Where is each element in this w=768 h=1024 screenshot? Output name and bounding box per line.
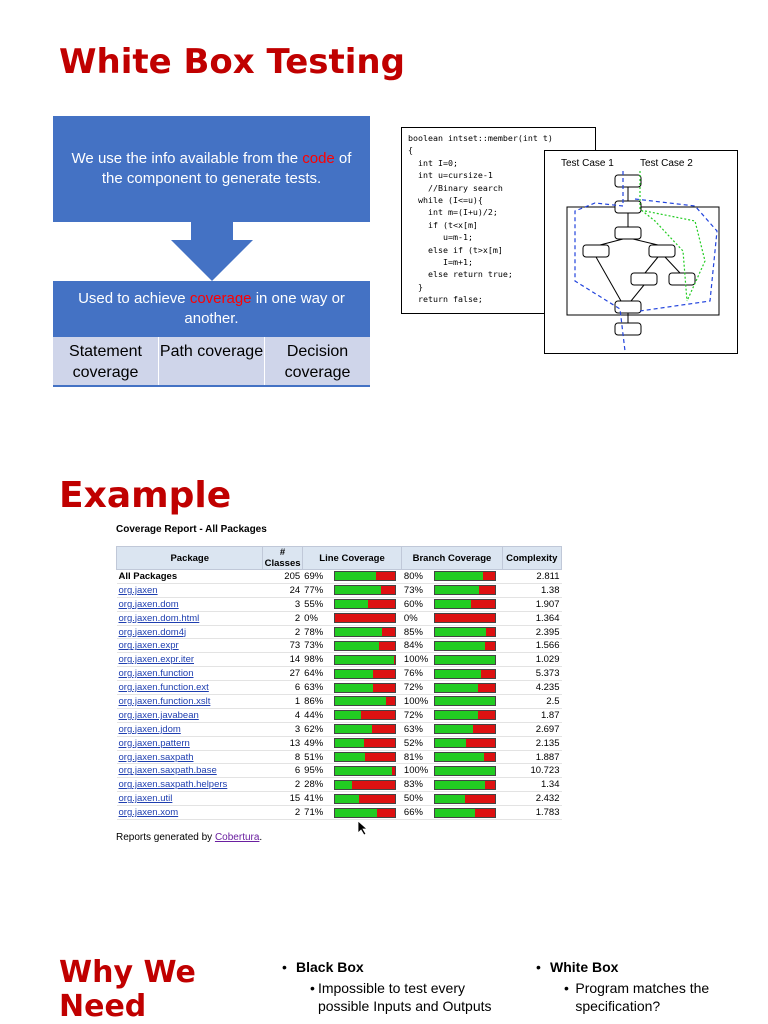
coverage-report [116, 524, 566, 843]
line-coverage-bar [332, 583, 402, 597]
class-count: 2 [263, 611, 302, 625]
line-coverage-percent: 69% [302, 570, 332, 584]
package-name[interactable]: org.jaxen.expr [117, 639, 263, 653]
branch-coverage-percent: 80% [402, 570, 432, 584]
branch-coverage-percent: 60% [402, 597, 432, 611]
line-coverage-bar [332, 792, 402, 806]
branch-coverage-bar [432, 653, 502, 667]
class-count: 73 [263, 639, 302, 653]
complexity-value: 2.811 [502, 570, 561, 584]
line-coverage-percent: 78% [302, 625, 332, 639]
table-row [117, 778, 562, 792]
test-case-1-label: Test Case 1 [561, 158, 614, 169]
table-row [117, 667, 562, 681]
header-line-coverage[interactable]: Line Coverage [302, 547, 402, 570]
line-coverage-bar [332, 695, 402, 709]
black-box-title: Black Box [296, 959, 364, 975]
package-name[interactable]: org.jaxen.saxpath [117, 750, 263, 764]
line-coverage-bar [332, 667, 402, 681]
complexity-value: 1.364 [502, 611, 561, 625]
class-count: 13 [263, 736, 302, 750]
header-classes[interactable]: # Classes [264, 547, 301, 569]
line-coverage-bar [332, 736, 402, 750]
line-coverage-bar [332, 611, 402, 625]
line-coverage-percent: 51% [302, 750, 332, 764]
complexity-value: 2.697 [502, 722, 561, 736]
complexity-value: 1.783 [502, 806, 561, 820]
mouse-cursor-icon [357, 820, 369, 836]
complexity-value: 2.5 [502, 695, 561, 709]
table-row [117, 792, 562, 806]
line-coverage-percent: 73% [302, 639, 332, 653]
line-coverage-bar [332, 806, 402, 820]
complexity-value: 1.38 [502, 583, 561, 597]
flowchart-panel [544, 150, 738, 354]
branch-coverage-bar [432, 778, 502, 792]
branch-coverage-bar [432, 570, 502, 584]
class-count: 27 [263, 667, 302, 681]
table-row [117, 625, 562, 639]
coverage-decision: Decision coverage [284, 343, 351, 381]
line-coverage-bar [332, 639, 402, 653]
complexity-value: 2.395 [502, 625, 561, 639]
branch-coverage-percent: 72% [402, 681, 432, 695]
class-count: 6 [263, 764, 302, 778]
coverage-types-row [53, 337, 370, 387]
package-name[interactable]: org.jaxen.jdom [117, 722, 263, 736]
branch-coverage-bar [432, 639, 502, 653]
class-count: 2 [263, 778, 302, 792]
class-count: 14 [263, 653, 302, 667]
complexity-value: 1.566 [502, 639, 561, 653]
complexity-value: 1.87 [502, 708, 561, 722]
header-branch-coverage[interactable]: Branch Coverage [402, 547, 502, 570]
table-row [117, 764, 562, 778]
table-row [117, 722, 562, 736]
complexity-value: 10.723 [502, 764, 561, 778]
table-row [117, 750, 562, 764]
table-row [117, 570, 562, 584]
branch-coverage-bar [432, 681, 502, 695]
branch-coverage-bar [432, 597, 502, 611]
line-coverage-bar [332, 750, 402, 764]
complexity-value: 1.029 [502, 653, 561, 667]
branch-coverage-percent: 100% [402, 764, 432, 778]
table-row [117, 583, 562, 597]
branch-coverage-bar [432, 736, 502, 750]
line-coverage-percent: 63% [302, 681, 332, 695]
class-count: 15 [263, 792, 302, 806]
white-box-item: Program matches the specification? [575, 980, 710, 1014]
class-count: 3 [263, 597, 302, 611]
package-name: All Packages [117, 570, 263, 584]
table-row [117, 736, 562, 750]
line-coverage-bar [332, 722, 402, 736]
header-complexity[interactable]: Complexity [502, 547, 561, 570]
class-count: 2 [263, 625, 302, 639]
white-box-title: White Box [550, 959, 619, 975]
line-coverage-bar [332, 681, 402, 695]
branch-coverage-percent: 84% [402, 639, 432, 653]
coverage-table [116, 546, 562, 820]
report-title: Coverage Report - All Packages [116, 524, 267, 535]
package-name[interactable]: org.jaxen.dom4j [117, 625, 263, 639]
slide-title-why-we-need: Why We Need [59, 955, 196, 1024]
table-row [117, 708, 562, 722]
table-row [117, 597, 562, 611]
slide-title-example: Example [59, 475, 232, 516]
table-row [117, 806, 562, 820]
branch-coverage-percent: 50% [402, 792, 432, 806]
branch-coverage-percent: 52% [402, 736, 432, 750]
line-coverage-bar [332, 764, 402, 778]
table-row [117, 681, 562, 695]
line-coverage-percent: 44% [302, 708, 332, 722]
code-snippet: boolean intset::member(int t) { int I=0; int u=cursize-1 //Binary search while (I<=u){ int m=(I+u)/2; if (t<x[m] u=m-1; else if (t>x[m] I=m+1; else return true; } return false; [408, 133, 553, 305]
line-coverage-bar [332, 597, 402, 611]
line-coverage-bar [332, 778, 402, 792]
line-coverage-bar [332, 570, 402, 584]
line-coverage-percent: 77% [302, 583, 332, 597]
slide-title-white-box: White Box Testing [59, 42, 405, 82]
coverage-path: Path coverage [159, 337, 265, 385]
branch-coverage-percent: 100% [402, 653, 432, 667]
class-count: 3 [263, 722, 302, 736]
line-coverage-bar [332, 708, 402, 722]
branch-coverage-bar [432, 750, 502, 764]
class-count: 1 [263, 695, 302, 709]
branch-coverage-percent: 63% [402, 722, 432, 736]
coverage-statement: Statement coverage [53, 337, 159, 385]
line-coverage-percent: 49% [302, 736, 332, 750]
package-name[interactable]: org.jaxen.javabean [117, 708, 263, 722]
highlight-coverage: coverage [189, 290, 252, 307]
info-box-code: We use the info available from the code of the component to generate tests. [53, 116, 370, 222]
table-row [117, 611, 562, 625]
report-footer: Reports generated by Cobertura. [116, 832, 263, 844]
class-count: 2 [263, 806, 302, 820]
package-name[interactable]: org.jaxen.dom.html [117, 611, 263, 625]
test-case-2-label: Test Case 2 [640, 158, 693, 169]
branch-coverage-bar [432, 611, 502, 625]
complexity-value: 2.432 [502, 792, 561, 806]
line-coverage-percent: 64% [302, 667, 332, 681]
branch-coverage-bar [432, 722, 502, 736]
line-coverage-percent: 28% [302, 778, 332, 792]
branch-coverage-bar [432, 695, 502, 709]
branch-coverage-percent: 0% [402, 611, 432, 625]
branch-coverage-bar [432, 625, 502, 639]
branch-coverage-percent: 100% [402, 695, 432, 709]
line-coverage-percent: 0% [302, 611, 332, 625]
line-coverage-bar [332, 625, 402, 639]
cobertura-link[interactable]: Cobertura [214, 832, 260, 844]
branch-coverage-percent: 73% [402, 583, 432, 597]
package-name[interactable]: org.jaxen.function.ext [117, 681, 263, 695]
white-box-column: • White Box • Program matches the specification? [536, 958, 756, 1015]
down-arrow-icon [171, 222, 253, 281]
control-flow-graph [545, 151, 739, 355]
complexity-value: 1.887 [502, 750, 561, 764]
complexity-value: 5.373 [502, 667, 561, 681]
class-count: 6 [263, 681, 302, 695]
class-count: 205 [263, 570, 302, 584]
package-name[interactable]: org.jaxen.saxpath.base [117, 764, 263, 778]
black-box-column: • Black Box • Impossible to test every possible Inputs and Outputs [282, 958, 502, 1015]
line-coverage-percent: 41% [302, 792, 332, 806]
black-box-item: Impossible to test every possible Inputs and Outputs [317, 980, 492, 1014]
branch-coverage-percent: 85% [402, 625, 432, 639]
class-count: 8 [263, 750, 302, 764]
line-coverage-percent: 55% [302, 597, 332, 611]
class-count: 4 [263, 708, 302, 722]
branch-coverage-bar [432, 764, 502, 778]
line-coverage-percent: 98% [302, 653, 332, 667]
branch-coverage-percent: 72% [402, 708, 432, 722]
complexity-value: 4.235 [502, 681, 561, 695]
branch-coverage-percent: 66% [402, 806, 432, 820]
package-name[interactable]: org.jaxen [117, 583, 263, 597]
table-row [117, 695, 562, 709]
branch-coverage-bar [432, 792, 502, 806]
branch-coverage-percent: 76% [402, 667, 432, 681]
table-row [117, 653, 562, 667]
line-coverage-percent: 86% [302, 695, 332, 709]
package-name[interactable]: org.jaxen.util [117, 792, 263, 806]
highlight-code: code [302, 150, 335, 167]
branch-coverage-percent: 81% [402, 750, 432, 764]
line-coverage-percent: 95% [302, 764, 332, 778]
header-package[interactable]: Package [117, 547, 263, 570]
class-count: 24 [263, 583, 302, 597]
complexity-value: 1.907 [502, 597, 561, 611]
package-name[interactable]: org.jaxen.function.xslt [117, 695, 263, 709]
branch-coverage-bar [432, 667, 502, 681]
branch-coverage-percent: 83% [402, 778, 432, 792]
table-header-row [117, 547, 562, 570]
package-name[interactable]: org.jaxen.saxpath.helpers [117, 778, 263, 792]
branch-coverage-bar [432, 583, 502, 597]
info-box-coverage: Used to achieve coverage in one way or another. [53, 281, 370, 337]
line-coverage-bar [332, 653, 402, 667]
package-name[interactable]: org.jaxen.function [117, 667, 263, 681]
complexity-value: 2.135 [502, 736, 561, 750]
branch-coverage-bar [432, 708, 502, 722]
line-coverage-percent: 71% [302, 806, 332, 820]
line-coverage-percent: 62% [302, 722, 332, 736]
package-name[interactable]: org.jaxen.expr.iter [117, 653, 263, 667]
package-name[interactable]: org.jaxen.pattern [117, 736, 263, 750]
complexity-value: 1.34 [502, 778, 561, 792]
branch-coverage-bar [432, 806, 502, 820]
package-name[interactable]: org.jaxen.xom [117, 806, 263, 820]
table-row [117, 639, 562, 653]
package-name[interactable]: org.jaxen.dom [117, 597, 263, 611]
